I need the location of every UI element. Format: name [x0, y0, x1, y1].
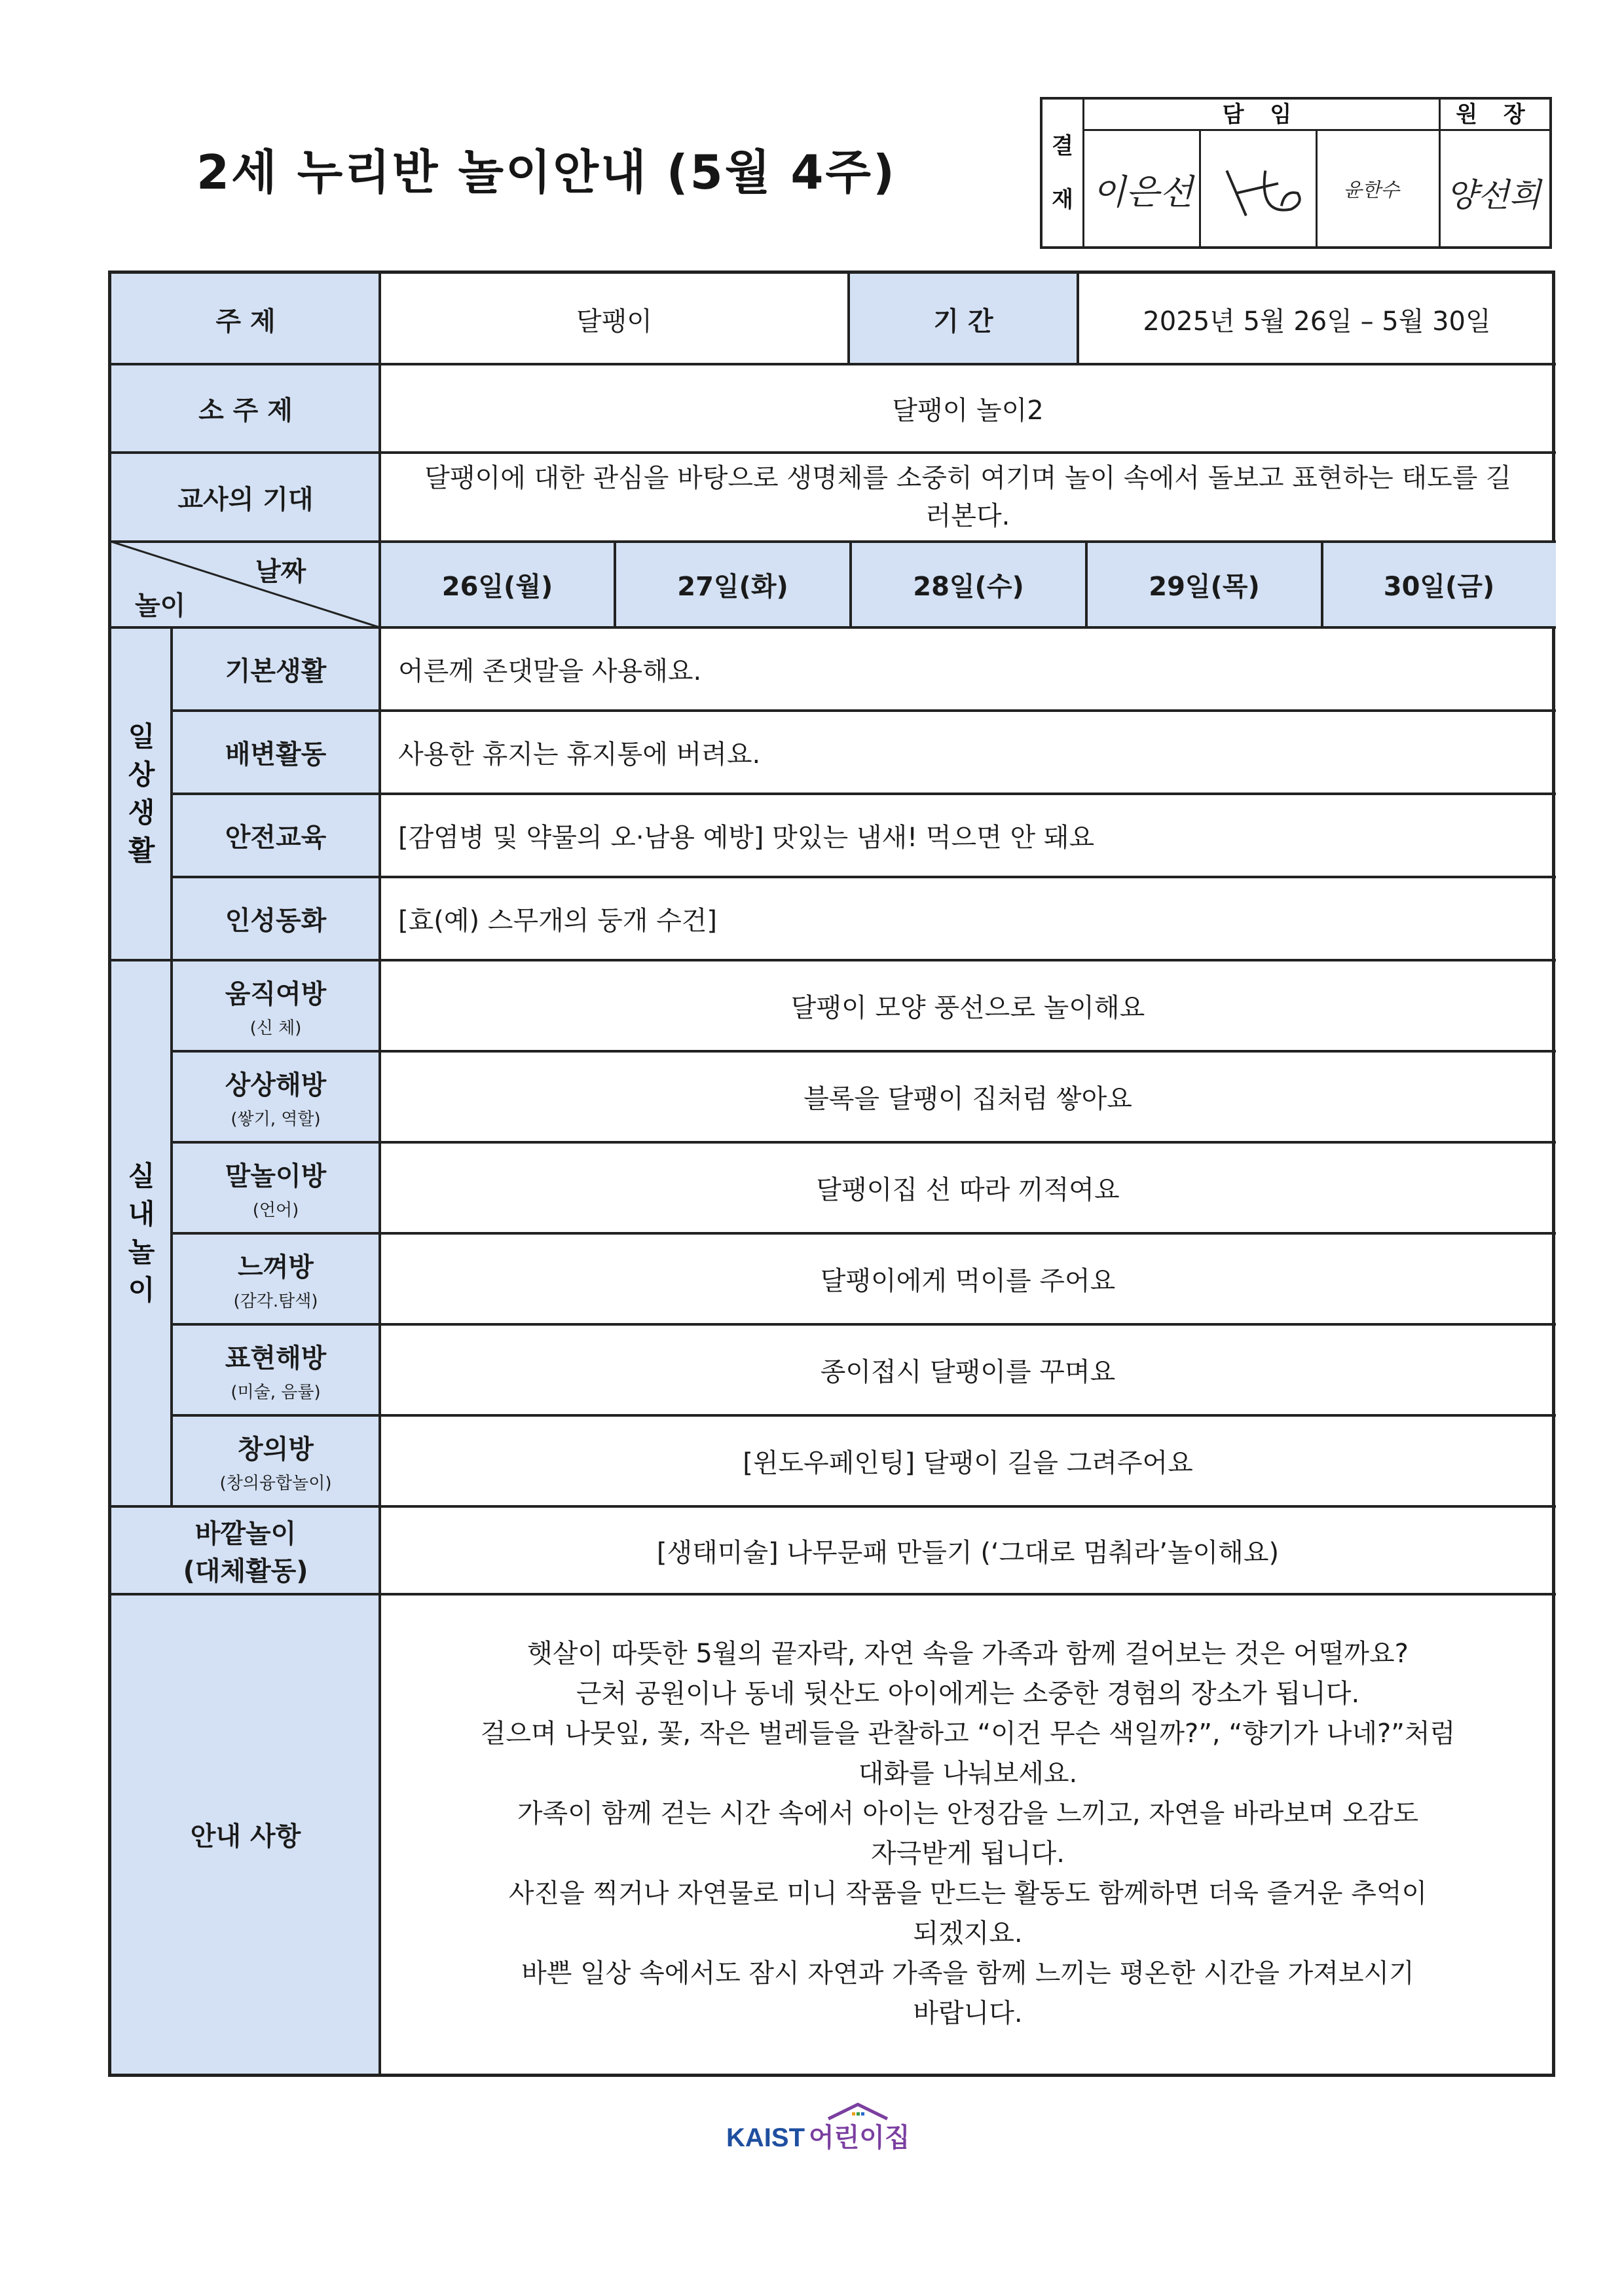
group-char: 이	[128, 1274, 155, 1306]
day-header-fri: 30일(금)	[1322, 542, 1556, 627]
daily-value-basic: 어른께 존댓말을 사용해요.	[398, 656, 702, 686]
day-header-wed: 28일(수)	[851, 542, 1086, 627]
indoor-value-movement: 달팽이 모양 풍선으로 놀이해요	[790, 993, 1145, 1023]
group-char: 생	[128, 796, 155, 829]
svg-text:KAIST: KAIST	[726, 2123, 805, 2152]
outdoor-value: [생태미술] 나무문패 만들기 (‘그대로 멈춰라’놀이해요)	[656, 1537, 1280, 1568]
room-subtitle: (신 체)	[249, 1018, 302, 1038]
handwritten-signature-mark	[1201, 131, 1316, 246]
room-name: 상상해방	[225, 1070, 327, 1100]
notice-line: 근처 공원이나 동네 뒷산도 아이에게는 소중한 경험의 장소가 됩니다.	[576, 1679, 1360, 1709]
room-subtitle: (언어)	[252, 1200, 299, 1220]
notice-body	[380, 1594, 1556, 2074]
notice-line: 자극받게 됩니다.	[871, 1838, 1065, 1869]
daily-life-group-label	[111, 627, 172, 960]
daily-value-story: [효(예) 스무개의 둥개 수건]	[398, 906, 717, 936]
approval-label	[1043, 100, 1084, 246]
svg-text:이은선: 이은선	[1092, 172, 1193, 213]
indoor-value-expression: 종이접시 달팽이를 꾸며요	[820, 1357, 1116, 1387]
svg-text:윤한수: 윤한수	[1343, 178, 1399, 201]
indoor-label-creative	[172, 1415, 380, 1506]
room-name: 느껴방	[238, 1252, 314, 1282]
daily-label-basic: 기본생활	[172, 627, 380, 711]
approval-box	[1040, 97, 1552, 249]
room-subtitle: (쌓기, 역할)	[231, 1109, 321, 1129]
handwritten-signature	[1084, 131, 1199, 246]
indoor-label-imagination	[172, 1051, 380, 1142]
handwritten-signature	[1441, 131, 1549, 246]
expectation-label: 교사의 기대	[111, 453, 380, 542]
date-play-corner	[111, 542, 380, 627]
outdoor-label-main: 바깥놀이	[194, 1519, 297, 1549]
indoor-label-sensory	[172, 1233, 380, 1324]
corner-play-label: 놀이	[135, 591, 186, 621]
svg-text:어린이집: 어린이집	[809, 2123, 910, 2153]
notice-line: 대화를 나눠보세요.	[858, 1759, 1078, 1789]
group-char: 내	[128, 1198, 155, 1230]
group-char: 활	[128, 834, 155, 867]
room-subtitle: (창의융합놀이)	[219, 1473, 332, 1493]
room-name: 말놀이방	[225, 1161, 327, 1191]
kaist-kindergarten-logo	[724, 2099, 940, 2158]
theme-value: 달팽이	[576, 306, 652, 337]
notice-line: 걸으며 나뭇잎, 꽃, 작은 벌레들을 관찰하고 “이건 무슨 색일까?”, “향기가 나네?”처럼	[480, 1719, 1456, 1749]
room-name: 창의방	[238, 1434, 314, 1465]
daily-value-safety: [감염병 및 약물의 오·남용 예방] 맛있는 냄새! 먹으면 안 돼요	[398, 823, 1095, 853]
subtheme-label: 소 주 제	[111, 364, 380, 453]
group-char: 놀	[128, 1236, 155, 1268]
indoor-value-creative: [윈도우페인팅] 달팽이 길을 그려주어요	[743, 1448, 1193, 1478]
homeroom-teacher-header: 담 임	[1084, 100, 1441, 131]
signature-2	[1201, 131, 1318, 246]
indoor-value-imagination: 블록을 달팽이 집처럼 쌓아요	[803, 1084, 1132, 1114]
indoor-label-movement	[172, 960, 380, 1051]
play-plan-table	[108, 271, 1555, 2077]
approval-label-bottom: 재	[1052, 187, 1073, 213]
outdoor-label	[111, 1506, 380, 1594]
outdoor-label-sub: (대체활동)	[183, 1556, 308, 1586]
corner-date-label: 날짜	[255, 557, 306, 587]
signature-1	[1084, 131, 1201, 246]
room-name: 움직여방	[225, 979, 327, 1009]
expectation-value: 달팽이에 대한 관심을 바탕으로 생명체를 소중히 여기며 놀이 속에서 돌보고 표현하는 태도를 길러본다.	[424, 463, 1511, 531]
notice-line: 가족이 함께 걷는 시간 속에서 아이는 안정감을 느끼고, 자연을 바라보며 오감도	[517, 1799, 1419, 1829]
daily-value-toilet: 사용한 휴지는 휴지통에 버려요.	[398, 739, 761, 770]
subtheme-value: 달팽이 놀이2	[892, 396, 1044, 426]
director-header: 원 장	[1441, 100, 1549, 131]
period-value: 2025년 5월 26일 – 5월 30일	[1143, 306, 1491, 337]
notice-line: 되겠지요.	[913, 1918, 1023, 1949]
svg-text:양선희: 양선희	[1446, 176, 1541, 214]
indoor-value-language: 달팽이집 선 따라 끼적여요	[816, 1175, 1120, 1205]
indoor-value-sensory: 달팽이에게 먹이를 주어요	[820, 1266, 1116, 1296]
group-char: 일	[128, 720, 155, 753]
room-subtitle: (미술, 음률)	[231, 1382, 321, 1402]
daily-label-story: 인성동화	[172, 877, 380, 960]
group-char: 상	[128, 758, 155, 791]
approval-label-top: 결	[1052, 133, 1073, 159]
day-header-mon: 26일(월)	[380, 542, 615, 627]
daily-label-toilet: 배변활동	[172, 711, 380, 794]
notice-line: 사진을 찍거나 자연물로 미니 작품을 만드는 활동도 함께하면 더욱 즐거운 추억이	[508, 1878, 1428, 1909]
logo-mark	[724, 2099, 940, 2158]
period-label: 기 간	[849, 274, 1078, 364]
indoor-play-group-label	[111, 960, 172, 1506]
room-name: 표현해방	[225, 1343, 327, 1373]
notice-line: 햇살이 따뜻한 5월의 끝자락, 자연 속을 가족과 함께 걸어보는 것은 어떨까요?	[527, 1639, 1409, 1669]
indoor-label-language	[172, 1142, 380, 1233]
room-subtitle: (감각.탐색)	[233, 1291, 318, 1311]
signature-3	[1318, 131, 1441, 246]
day-header-thu: 29일(목)	[1086, 542, 1322, 627]
handwritten-signature	[1318, 131, 1439, 246]
theme-label: 주 제	[111, 274, 380, 364]
group-char: 실	[128, 1160, 155, 1192]
page-title: 2세 누리반 놀이안내 (5월 4주)	[196, 145, 896, 200]
signature-4	[1441, 131, 1549, 246]
notice-line: 바랍니다.	[913, 1998, 1023, 2028]
daily-label-safety: 안전교육	[172, 794, 380, 877]
notice-line: 바쁜 일상 속에서도 잠시 자연과 가족을 함께 느끼는 평온한 시간을 가져보시기	[521, 1958, 1414, 1988]
indoor-label-expression	[172, 1324, 380, 1415]
notice-label: 안내 사항	[111, 1594, 380, 2074]
day-header-tue: 27일(화)	[615, 542, 851, 627]
